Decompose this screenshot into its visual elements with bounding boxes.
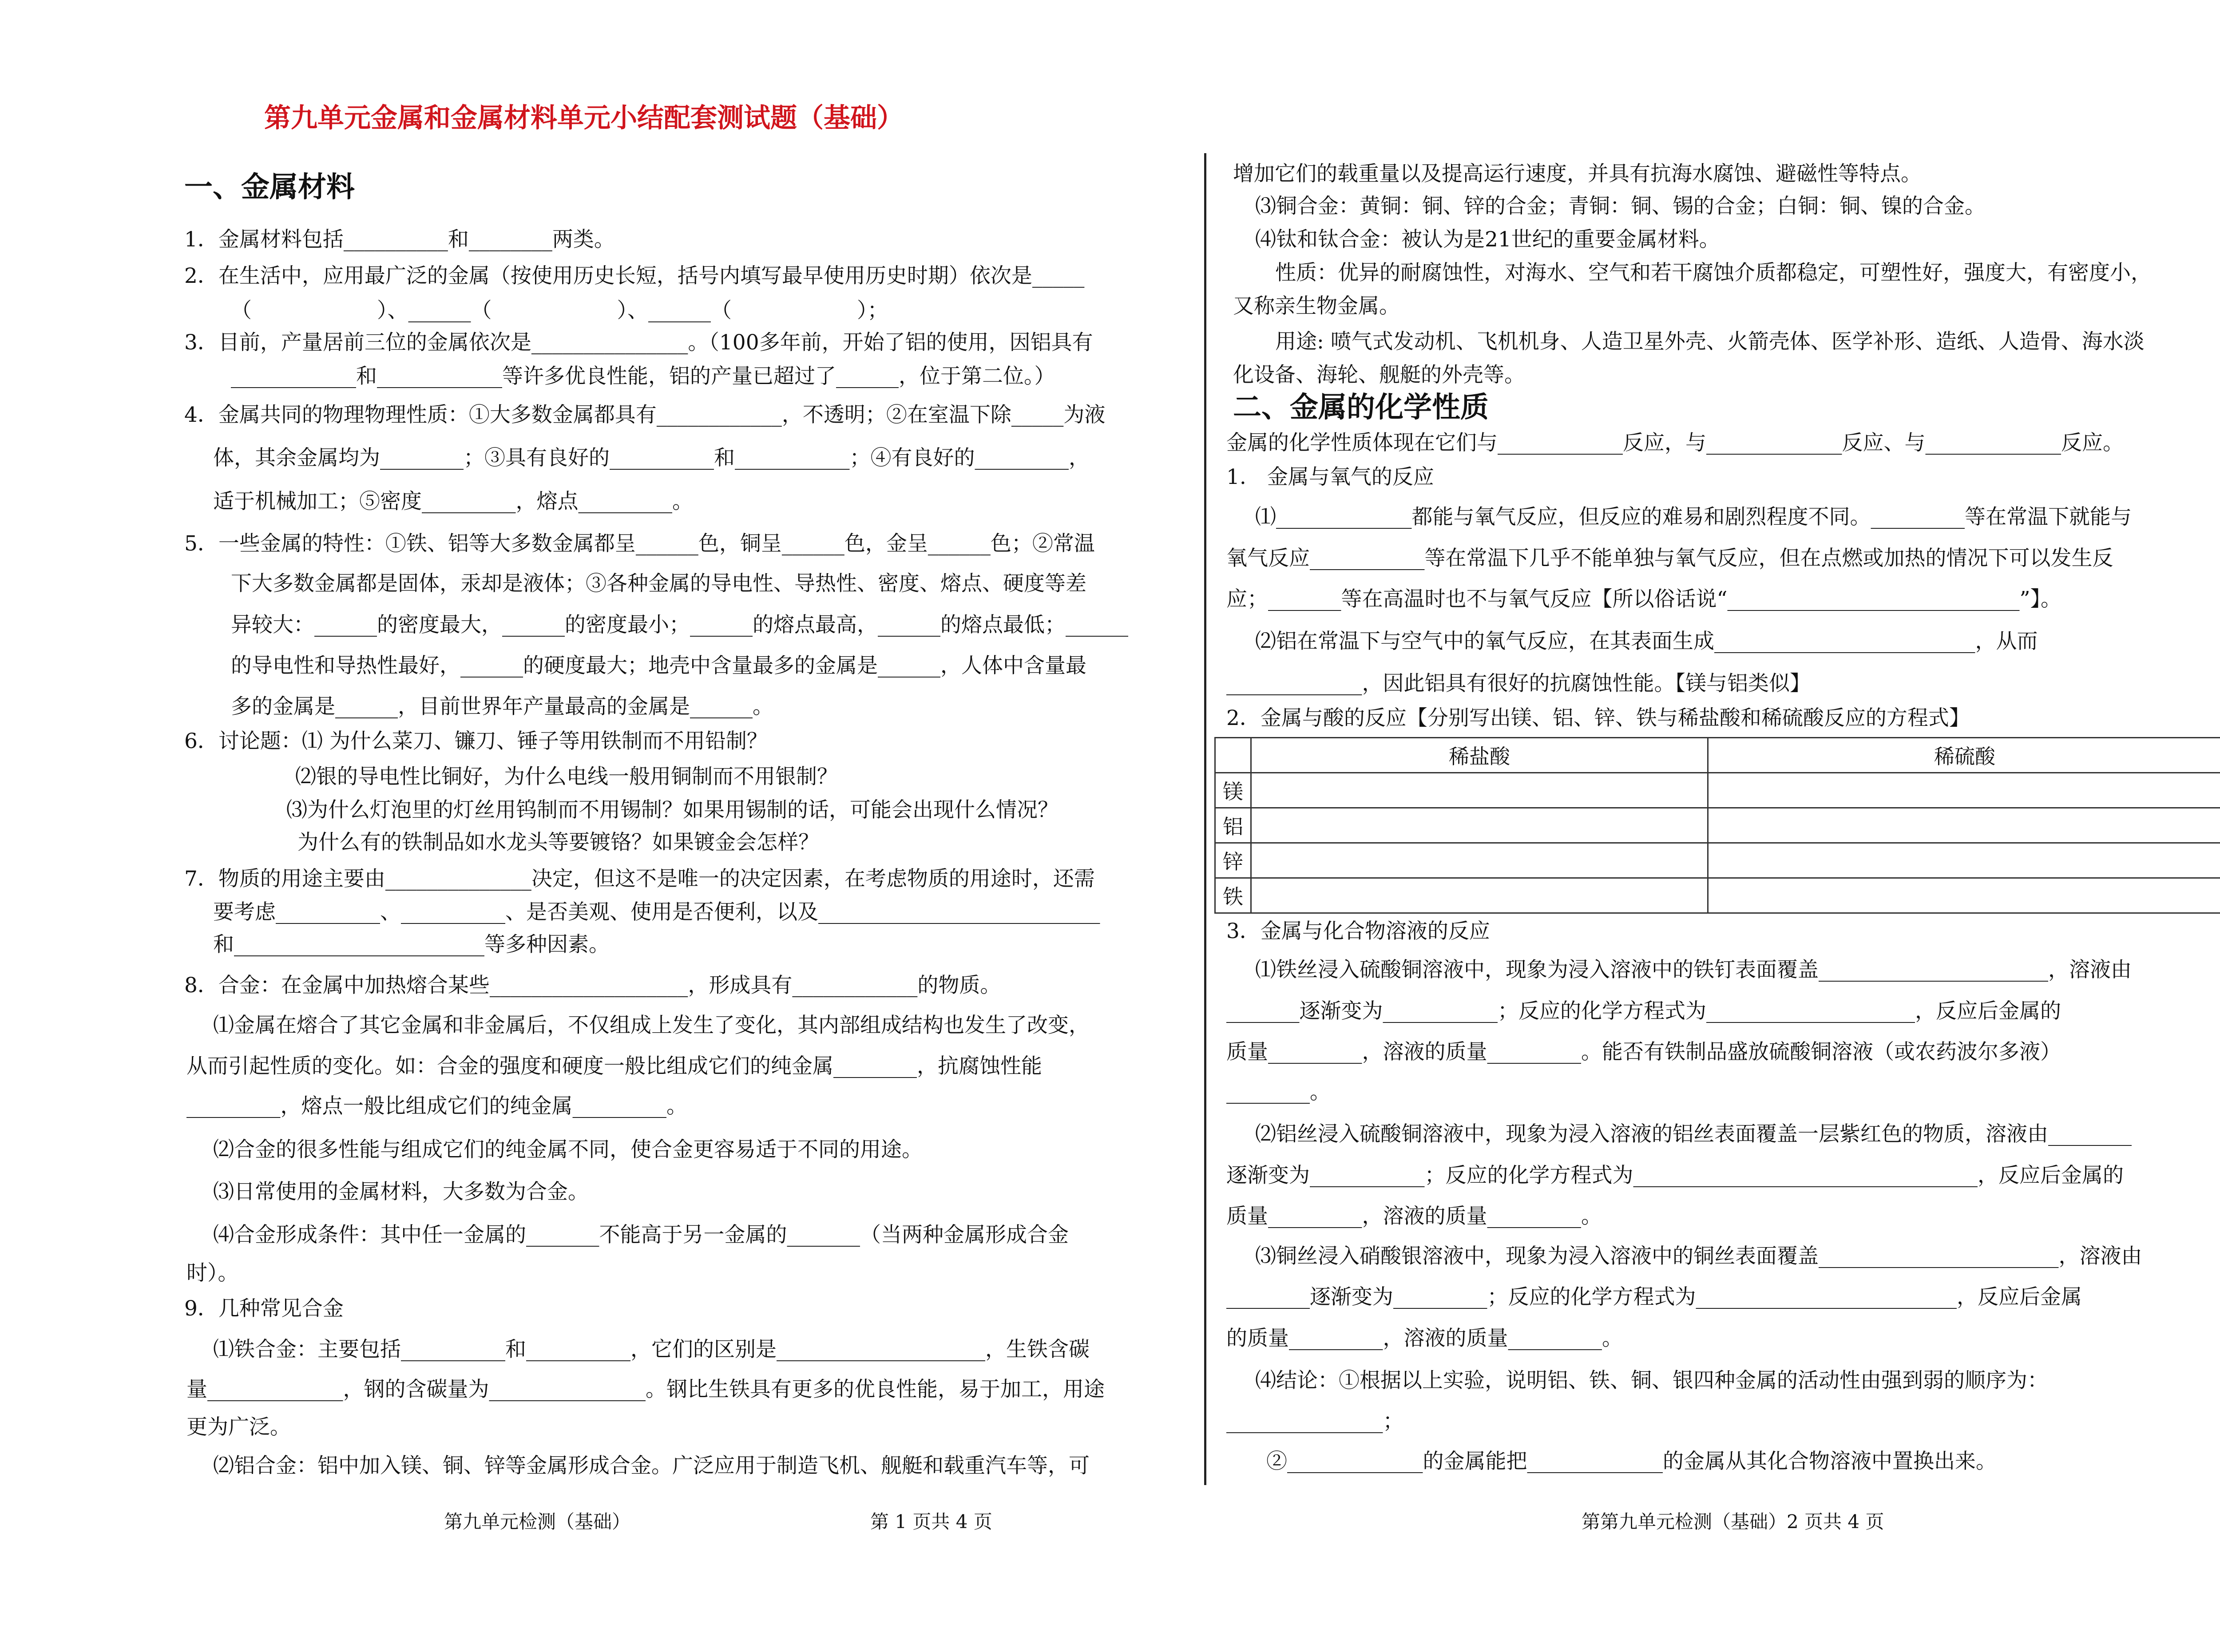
text-line: ________。 — [1226, 1080, 1331, 1104]
text-line: ⑴铁合金：主要包括__________和__________，它们的区别是____________________，生铁含碳 — [213, 1337, 1090, 1362]
text-line: 时）。 — [186, 1261, 239, 1285]
text-line: ⑶日常使用的金属材料，大多数为合金。 — [213, 1180, 589, 1204]
answer-cell[interactable] — [1708, 843, 2220, 878]
section-heading-1: 一、金属材料 — [184, 170, 355, 204]
text-line: 5．一些金属的特性：①铁、铝等大多数金属都呈______色，铜呈______色，金呈______色；②常温 — [184, 531, 1095, 556]
text-line: 异较大：______的密度最大，______的密度最小；______的熔点最高，______的熔点最低；______ — [231, 613, 1128, 637]
text-line: ⑵铝合金：铝中加入镁、铜、锌等金属形成合金。广泛应用于制造飞机、舰艇和载重汽车等，可 — [213, 1454, 1090, 1478]
text-line: 下大多数金属都是固体，汞却是液体；③各种金属的导电性、导热性、密度、熔点、硬度等差 — [231, 571, 1086, 596]
text-line: _______逐渐变为___________；反应的化学方程式为____________________，反应后金属的 — [1226, 999, 2061, 1023]
text-line: ⑵铝在常温下与空气中的氧气反应，在其表面生成_________________________，从而 — [1255, 629, 2038, 654]
text-line: ⑷合金形成条件：其中任一金属的_______不能高于另一金属的_______（当两种金属形成合金 — [213, 1223, 1069, 1247]
text-line: ⑷钛和钛合金：被认为是21世纪的重要金属材料。 — [1255, 227, 1720, 252]
answer-cell[interactable] — [1708, 808, 2220, 843]
text-line: 2．在生活中，应用最广泛的金属（按使用历史长短，括号内填写最早使用历史时期）依次是_____ — [184, 264, 1085, 288]
text-line: 金属的化学性质体现在它们与____________反应，与_____________反应、与_____________反应。 — [1226, 431, 2124, 455]
column-divider — [1204, 153, 1206, 1485]
text-line: ⑶铜丝浸入硝酸银溶液中，现象为浸入溶液中的铜丝表面覆盖_______________________，溶液由 — [1255, 1244, 2142, 1268]
text-line: 逐渐变为___________；反应的化学方程式为_________________________________，反应后金属的 — [1226, 1163, 2124, 1188]
text-line: ⑵铝丝浸入硫酸铜溶液中，现象为浸入溶液的铝丝表面覆盖一层紫红色的物质，溶液由________ — [1255, 1122, 2132, 1146]
text-line: 要考虑__________、__________、是否美观、使用是否便利，以及___________________________ — [213, 900, 1100, 924]
text-line: 化设备、海轮、舰艇的外壳等。 — [1233, 363, 1525, 387]
row-label-mg: 镁 — [1215, 773, 1251, 808]
row-label-al: 铝 — [1215, 808, 1251, 843]
text-line: ⑵银的导电性比铜好，为什么电线一般用铜制而不用银制？ — [295, 765, 838, 789]
text-line: _________，熔点一般比组成它们的纯金属_________。 — [186, 1094, 687, 1118]
text-line: ____________和____________等许多优良性能，铝的产量已超过了______，位于第二位。） — [231, 364, 1055, 388]
answer-cell[interactable] — [1251, 808, 1708, 843]
text-line: 更为广泛。 — [186, 1415, 291, 1439]
section-heading-2: 二、金属的化学性质 — [1233, 391, 1489, 424]
text-line: 的导电性和导热性最好，______的硬度最大；地壳中含量最多的金属是______，人体中含量最 — [231, 654, 1086, 678]
text-line: 4．金属共同的物理物理性质：①大多数金属都具有____________，不透明；②在室温下除_____为液 — [184, 403, 1106, 427]
text-line: 9．几种常见合金 — [184, 1296, 344, 1321]
text-line: 3．目前，产量居前三位的金属依次是_______________。（100多年前，开始了铝的使用，因铝具有 — [184, 330, 1093, 355]
page-title: 第九单元金属和金属材料单元小结配套测试题（基础） — [264, 103, 904, 134]
row-label-zn: 锌 — [1215, 843, 1251, 878]
row-label-fe: 铁 — [1215, 878, 1251, 913]
text-line: 8．合金：在金属中加热熔合某些___________________，形成具有____________的物质。 — [184, 973, 1001, 998]
text-line: 适于机械加工；⑤密度_________，熔点_________。 — [213, 489, 693, 514]
text-line: _____________，因此铝具有很好的抗腐蚀性能。【镁与铝类似】 — [1226, 671, 1811, 696]
table-header-sulfuric: 稀硫酸 — [1708, 738, 2220, 773]
text-line: 1. 金属与氧气的反应 — [1226, 465, 1434, 489]
footer-left-title: 第九单元检测（基础） — [444, 1511, 631, 1533]
text-line: ⑶铜合金：黄铜：铜、锌的合金；青铜：铜、锡的合金；白铜：铜、镍的合金。 — [1255, 194, 1986, 218]
text-line: 应；_______等在高温时也不与氧气反应【所以俗话说“____________________________”】。 — [1226, 587, 2062, 611]
answer-cell[interactable] — [1251, 773, 1708, 808]
text-line: 的质量_________，溶液的质量_________。 — [1226, 1326, 1623, 1351]
text-line: 质量_________，溶液的质量_________。 — [1226, 1204, 1602, 1228]
table-row — [1215, 808, 2220, 843]
text-line: 2．金属与酸的反应【分别写出镁、铝、锌、铁与稀盐酸和稀硫酸反应的方程式】 — [1226, 706, 1970, 730]
answer-cell[interactable] — [1708, 773, 2220, 808]
table-row — [1215, 843, 2220, 878]
text-line: （ ）、______（ ）、______（ ）； — [231, 298, 888, 323]
footer-left-page: 第 1 页共 4 页 — [870, 1511, 992, 1533]
text-line: 增加它们的载重量以及提高运行速度，并具有抗海水腐蚀、避磁性等特点。 — [1233, 162, 1922, 186]
table-row — [1215, 878, 2220, 913]
text-line: 为什么有的铁制品如水龙头等要镀铬？如果镀金会怎样？ — [297, 830, 819, 855]
text-line: 又称亲生物金属。 — [1233, 294, 1400, 318]
text-line: _______________； — [1226, 1409, 1404, 1434]
text-line: ⑴铁丝浸入硫酸铜溶液中，现象为浸入溶液中的铁钉表面覆盖______________________，溶液由 — [1255, 958, 2132, 982]
text-line: 体，其余金属均为________；③具有良好的__________和___________；④有良好的_________， — [213, 446, 1090, 470]
text-line: 量_____________，钢的含碳量为_______________。钢比生铁具有更多的优良性能，易于加工，用途 — [186, 1377, 1105, 1402]
text-line: 1．金属材料包括__________和________两类。 — [184, 227, 615, 252]
footer-right: 第第九单元检测（基础）2 页共 4 页 — [1582, 1511, 1884, 1533]
text-line: 7．物质的用途主要由______________决定，但这不是唯一的决定因素，在考虑物质的用途时，还需 — [184, 867, 1095, 891]
answer-cell[interactable] — [1251, 843, 1708, 878]
acid-reaction-table — [1214, 737, 2220, 910]
text-line: ⑷结论：①根据以上实验，说明铝、铁、铜、银四种金属的活动性由强到弱的顺序为： — [1255, 1368, 2048, 1393]
text-line: ⑵合金的很多性能与组成它们的纯金属不同，使合金更容易适于不同的用途。 — [213, 1137, 923, 1162]
text-line: 3．金属与化合物溶液的反应 — [1226, 919, 1490, 943]
table-header-hydrochloric: 稀盐酸 — [1251, 738, 1708, 773]
text-line: 氧气反应___________等在常温下几乎不能单独与氧气反应，但在点燃或加热的情况下可以发生反 — [1226, 546, 2113, 570]
text-line: 和________________________等多种因素。 — [213, 932, 610, 957]
text-line: 多的金属是______，目前世界年产量最高的金属是______。 — [231, 694, 773, 719]
answer-cell[interactable] — [1708, 878, 2220, 913]
text-line: ________逐渐变为_________；反应的化学方程式为_________________________，反应后金属 — [1226, 1285, 2082, 1309]
text-line: ②_____________的金属能把_____________的金属从其化合物溶液中置换出来。 — [1266, 1449, 1997, 1474]
text-line: ⑴_____________都能与氧气反应，但反应的难易和剧烈程度不同。_________等在常温下就能与 — [1255, 505, 2132, 529]
table-header-corner — [1215, 738, 1251, 773]
table-header-row — [1215, 738, 2220, 773]
text-line: 质量_________，溶液的质量_________。能否有铁制品盛放硫酸铜溶液（或农药波尔多液） — [1226, 1040, 2061, 1064]
text-line: ⑴金属在熔合了其它金属和非金属后，不仅组成上发生了变化，其内部组成结构也发生了改变， — [213, 1013, 1090, 1038]
text-line: ⑶为什么灯泡里的灯丝用钨制而不用锡制？如果用锡制的话，可能会出现什么情况？ — [286, 798, 1058, 822]
table-row — [1215, 773, 2220, 808]
text-line: 性质：优异的耐腐蚀性，对海水、空气和若干腐蚀介质都稳定，可塑性好，强度大，有密度小， — [1275, 261, 2152, 285]
text-line: 用途: 喷气式发动机、飞机机身、人造卫星外壳、火箭壳体、医学补形、造纸、人造骨、海水淡 — [1275, 329, 2145, 354]
text-line: 6．讨论题：⑴ 为什么菜刀、镰刀、锤子等用铁制而不用铅制？ — [184, 729, 768, 753]
answer-cell[interactable] — [1251, 878, 1708, 913]
text-line: 从而引起性质的变化。如：合金的强度和硬度一般比组成它们的纯金属________，抗腐蚀性能 — [186, 1054, 1042, 1078]
